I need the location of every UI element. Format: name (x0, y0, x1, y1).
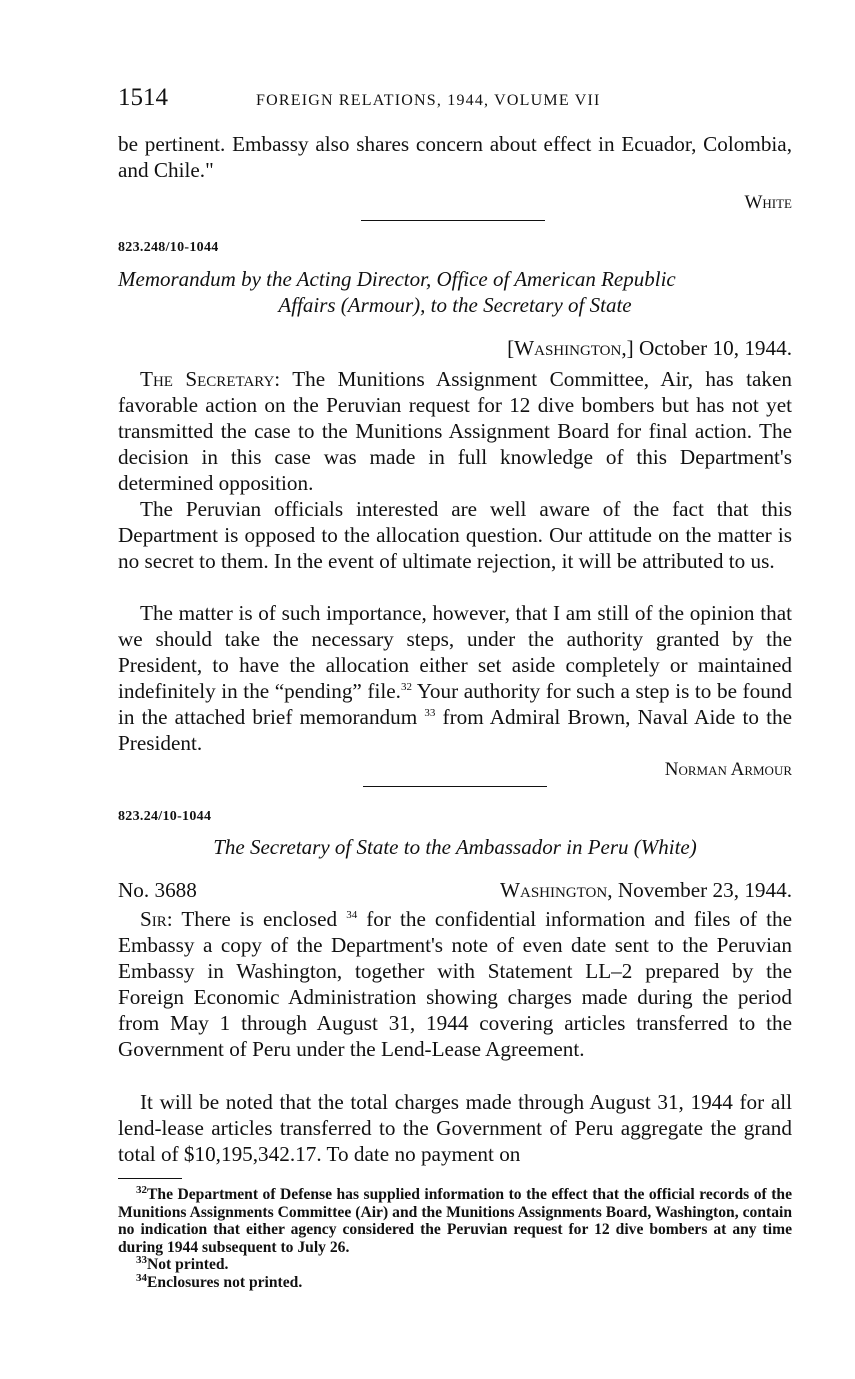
memo-paragraph-3c: from Admiral Brown, Naval Aide to the President. (118, 705, 792, 755)
footnote-33 (118, 1253, 792, 1274)
footnote-34 (118, 1271, 792, 1292)
section-divider-2 (363, 786, 547, 787)
memo-dateline-date: October 10, 1944. (639, 336, 792, 360)
footnote-rule (118, 1178, 182, 1179)
footnote-text: Not printed. (147, 1256, 229, 1273)
letter-paragraph-1b: for the confidential information and files of the Embassy a copy of the Department's note of even date sent to the Peruvian Embassy in Washington, together with Statement LL–2 prepared by the Foreign Economic Administration showing charges made during the period from May 1 through August 31, 1944 covering articles transferred to the Government of Peru under the Lend-Lease Agreement. (118, 907, 793, 1061)
footnote-ref-33: 33 (424, 706, 436, 719)
footnote-ref-34: 34 (346, 908, 358, 921)
memo-paragraph-3 (118, 600, 792, 756)
letter-dateline-right (500, 877, 792, 903)
running-title: FOREIGN RELATIONS, 1944, VOLUME VII (256, 92, 601, 109)
footnote-32 (118, 1183, 792, 1256)
letter-paragraph-1a: : There is enclosed (166, 907, 338, 931)
memo-file-number: 823.248/10-1044 (118, 240, 219, 255)
footnote-text: The Department of Defense has supplied information to the effect that the official records of the Munitions Assignments Committee (Air) and the Munitions Assignments Board, Washington, contain no indication that either agency considered the Peruvian request for 12 dive bombers at any time during 1944 subsequent to July 26. (118, 1186, 792, 1256)
letter-dateline-date: November 23, 1944. (617, 878, 792, 902)
memo-paragraph-3b: Your authority for such a step is to be found in the attached brief memorandum (118, 679, 792, 729)
memo-salutation: The Secretary (140, 367, 275, 391)
intro-paragraph: be pertinent. Embassy also shares concern about effect in Ecuador, Colombia, and Chile." (118, 132, 792, 182)
memo-paragraph-3a: The matter is of such importance, however, that I am still of the opinion that we should take the necessary steps, under the authority granted by the President, to have the allocation either set aside completely or maintained indefinitely in the “pending” file. (118, 601, 792, 703)
letter-file-number: 823.24/10-1044 (118, 809, 212, 824)
letter-paragraph-2: It will be noted that the total charges made through August 31, 1944 for all lend-lease articles transferred to the Government of Peru aggregate the grand total of $10,195,342.17. To date no payment on (118, 1090, 792, 1166)
memo-dateline-place: [Washington,] (507, 336, 634, 360)
footnote-mark: 32 (136, 1183, 147, 1196)
letter-dateline-place: Washington, (499, 878, 613, 902)
memo-dateline (118, 335, 792, 361)
footnotes (118, 1183, 792, 1291)
footnote-mark: 33 (136, 1253, 147, 1266)
footnote-mark: 34 (136, 1271, 147, 1284)
page-number: 1514 (118, 84, 168, 111)
memo-paragraph-1-text: : The Munitions Assignment Committee, Air, has taken favorable action on the Peruvian request for 12 dive bombers but has not yet transmitted the case to the Munitions Assignment Board for final action. The decision in this case was made in full knowledge of this Department's determined opposition. (118, 367, 792, 495)
letter-salutation: Sir (140, 907, 167, 931)
letter-title: The Secretary of State to the Ambassador in Peru (White) (213, 835, 697, 859)
memo-paragraph-2: The Peruvian officials interested are well aware of the fact that this Department is opposed to the allocation question. Our attitude on the matter is no secret to them. In the event of ultimate rejection, it will be attributed to us. (118, 497, 792, 573)
footnote-ref-32: 32 (400, 680, 412, 693)
section-divider (361, 220, 545, 221)
letter-paragraph-1 (118, 906, 792, 1062)
memo-paragraph-1 (118, 366, 792, 496)
page-header (118, 84, 792, 118)
memo-title-line2: Affairs (Armour), to the Secretary of State (278, 293, 632, 317)
footnote-text: Enclosures not printed. (147, 1273, 303, 1291)
letter-number: No. 3688 (118, 878, 197, 902)
letter-dateline (118, 877, 792, 903)
intro-signature: White (744, 192, 792, 213)
memo-title-line1: Memorandum by the Acting Director, Office of American Republic (118, 267, 676, 291)
memo-signature: Norman Armour (664, 759, 792, 780)
